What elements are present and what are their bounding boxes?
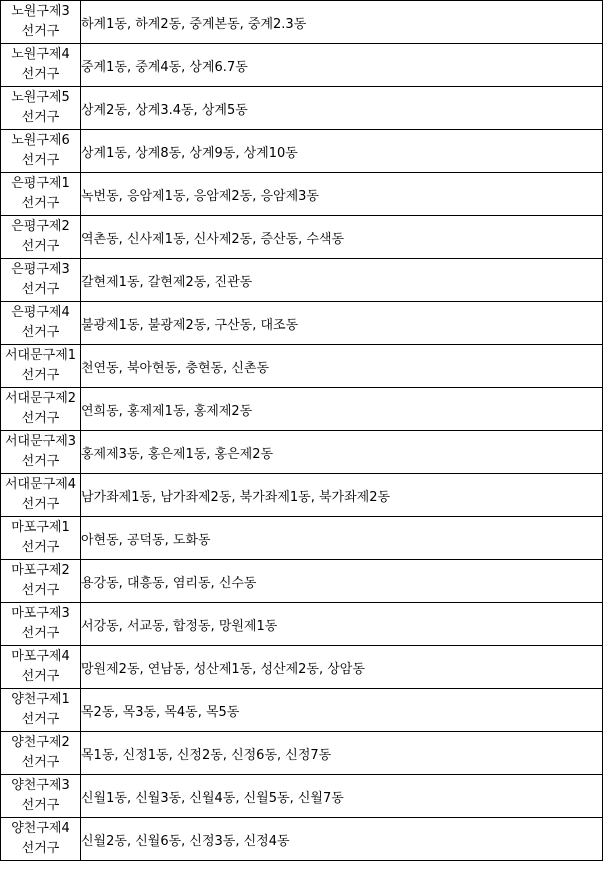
- district-suffix: 선거구: [21, 239, 60, 254]
- district-name-cell: [1, 1, 81, 44]
- dong-list: 망원제2동, 연남동, 성산제1동, 성산제2동, 상암동: [81, 646, 603, 689]
- district-name: 노원구제3: [11, 4, 70, 19]
- table-row: [1, 259, 603, 302]
- district-name-cell: [1, 775, 81, 818]
- district-name: 서대문구제4: [4, 477, 77, 492]
- table-row: [1, 603, 603, 646]
- table-row: [1, 44, 603, 87]
- dong-list: 중계1동, 중계4동, 상계6.7동: [81, 44, 603, 87]
- district-suffix: 선거구: [21, 110, 60, 125]
- district-name: 마포구제2: [11, 563, 70, 578]
- table-row: [1, 732, 603, 775]
- table-row: [1, 818, 603, 861]
- dong-list: 하계1동, 하계2동, 중계본동, 중계2.3동: [81, 1, 603, 44]
- district-suffix: 선거구: [21, 368, 60, 383]
- district-name-cell: [1, 302, 81, 345]
- district-name: 양천구제4: [11, 821, 70, 836]
- dong-list: 역촌동, 신사제1동, 신사제2동, 증산동, 수색동: [81, 216, 603, 259]
- district-name-cell: [1, 517, 81, 560]
- table-row: [1, 689, 603, 732]
- dong-list: 갈현제1동, 갈현제2동, 진관동: [81, 259, 603, 302]
- table-row: [1, 388, 603, 431]
- district-suffix: 선거구: [21, 755, 60, 770]
- district-suffix: 선거구: [21, 841, 60, 856]
- district-suffix: 선거구: [21, 497, 60, 512]
- table-row: [1, 173, 603, 216]
- table-row: [1, 1, 603, 44]
- dong-list: 목1동, 신정1동, 신정2동, 신정6동, 신정7동: [81, 732, 603, 775]
- district-suffix: 선거구: [21, 540, 60, 555]
- district-name: 양천구제1: [11, 692, 70, 707]
- dong-list: 천연동, 북아현동, 충현동, 신촌동: [81, 345, 603, 388]
- district-name-cell: [1, 646, 81, 689]
- district-name: 마포구제3: [11, 606, 70, 621]
- district-suffix: 선거구: [21, 583, 60, 598]
- dong-list: 용강동, 대흥동, 염리동, 신수동: [81, 560, 603, 603]
- district-suffix: 선거구: [21, 712, 60, 727]
- district-suffix: 선거구: [21, 153, 60, 168]
- district-suffix: 선거구: [21, 454, 60, 469]
- dong-list: 불광제1동, 불광제2동, 구산동, 대조동: [81, 302, 603, 345]
- district-name: 은평구제4: [11, 305, 70, 320]
- district-suffix: 선거구: [21, 798, 60, 813]
- district-name-cell: [1, 130, 81, 173]
- district-name-cell: [1, 603, 81, 646]
- district-name-cell: [1, 388, 81, 431]
- district-suffix: 선거구: [21, 24, 60, 39]
- dong-list: 아현동, 공덕동, 도화동: [81, 517, 603, 560]
- district-name-cell: [1, 173, 81, 216]
- district-suffix: 선거구: [21, 196, 60, 211]
- district-suffix: 선거구: [21, 411, 60, 426]
- table-row: [1, 216, 603, 259]
- table-row: [1, 130, 603, 173]
- table-row: [1, 345, 603, 388]
- district-name-cell: [1, 345, 81, 388]
- table-row: [1, 517, 603, 560]
- district-name: 양천구제2: [11, 735, 70, 750]
- district-suffix: 선거구: [21, 669, 60, 684]
- district-name-cell: [1, 560, 81, 603]
- dong-list: 상계1동, 상계8동, 상계9동, 상계10동: [81, 130, 603, 173]
- district-name: 마포구제1: [11, 520, 70, 535]
- dong-list: 녹번동, 응암제1동, 응암제2동, 응암제3동: [81, 173, 603, 216]
- table-row: [1, 775, 603, 818]
- district-suffix: 선거구: [21, 325, 60, 340]
- dong-list: 목2동, 목3동, 목4동, 목5동: [81, 689, 603, 732]
- district-name: 노원구제6: [11, 133, 70, 148]
- dong-list: 서강동, 서교동, 합정동, 망원제1동: [81, 603, 603, 646]
- district-name: 은평구제1: [11, 176, 70, 191]
- district-name-cell: [1, 689, 81, 732]
- district-name: 은평구제2: [11, 219, 70, 234]
- dong-list: 연희동, 홍제제1동, 홍제제2동: [81, 388, 603, 431]
- dong-list: 상계2동, 상계3.4동, 상계5동: [81, 87, 603, 130]
- dong-list: 신월2동, 신월6동, 신정3동, 신정4동: [81, 818, 603, 861]
- district-suffix: 선거구: [21, 67, 60, 82]
- table-row: [1, 431, 603, 474]
- district-name-cell: [1, 44, 81, 87]
- table-row: [1, 646, 603, 689]
- district-name-cell: [1, 474, 81, 517]
- district-name: 양천구제3: [11, 778, 70, 793]
- district-name-cell: [1, 87, 81, 130]
- district-suffix: 선거구: [21, 626, 60, 641]
- district-name: 서대문구제3: [4, 434, 77, 449]
- district-name: 마포구제4: [11, 649, 70, 664]
- district-name-cell: [1, 732, 81, 775]
- table-row: [1, 87, 603, 130]
- table-row: [1, 302, 603, 345]
- dong-list: 홍제제3동, 홍은제1동, 홍은제2동: [81, 431, 603, 474]
- dong-list: 남가좌제1동, 남가좌제2동, 북가좌제1동, 북가좌제2동: [81, 474, 603, 517]
- district-name-cell: [1, 216, 81, 259]
- district-name: 노원구제4: [11, 47, 70, 62]
- district-name: 노원구제5: [11, 90, 70, 105]
- district-name-cell: [1, 818, 81, 861]
- dong-list: 신월1동, 신월3동, 신월4동, 신월5동, 신월7동: [81, 775, 603, 818]
- district-name-cell: [1, 259, 81, 302]
- district-name: 서대문구제2: [4, 391, 77, 406]
- district-name-cell: [1, 431, 81, 474]
- district-table-body: [1, 1, 603, 861]
- district-suffix: 선거구: [21, 282, 60, 297]
- district-name: 은평구제3: [11, 262, 70, 277]
- district-name: 서대문구제1: [4, 348, 77, 363]
- table-row: [1, 560, 603, 603]
- table-row: [1, 474, 603, 517]
